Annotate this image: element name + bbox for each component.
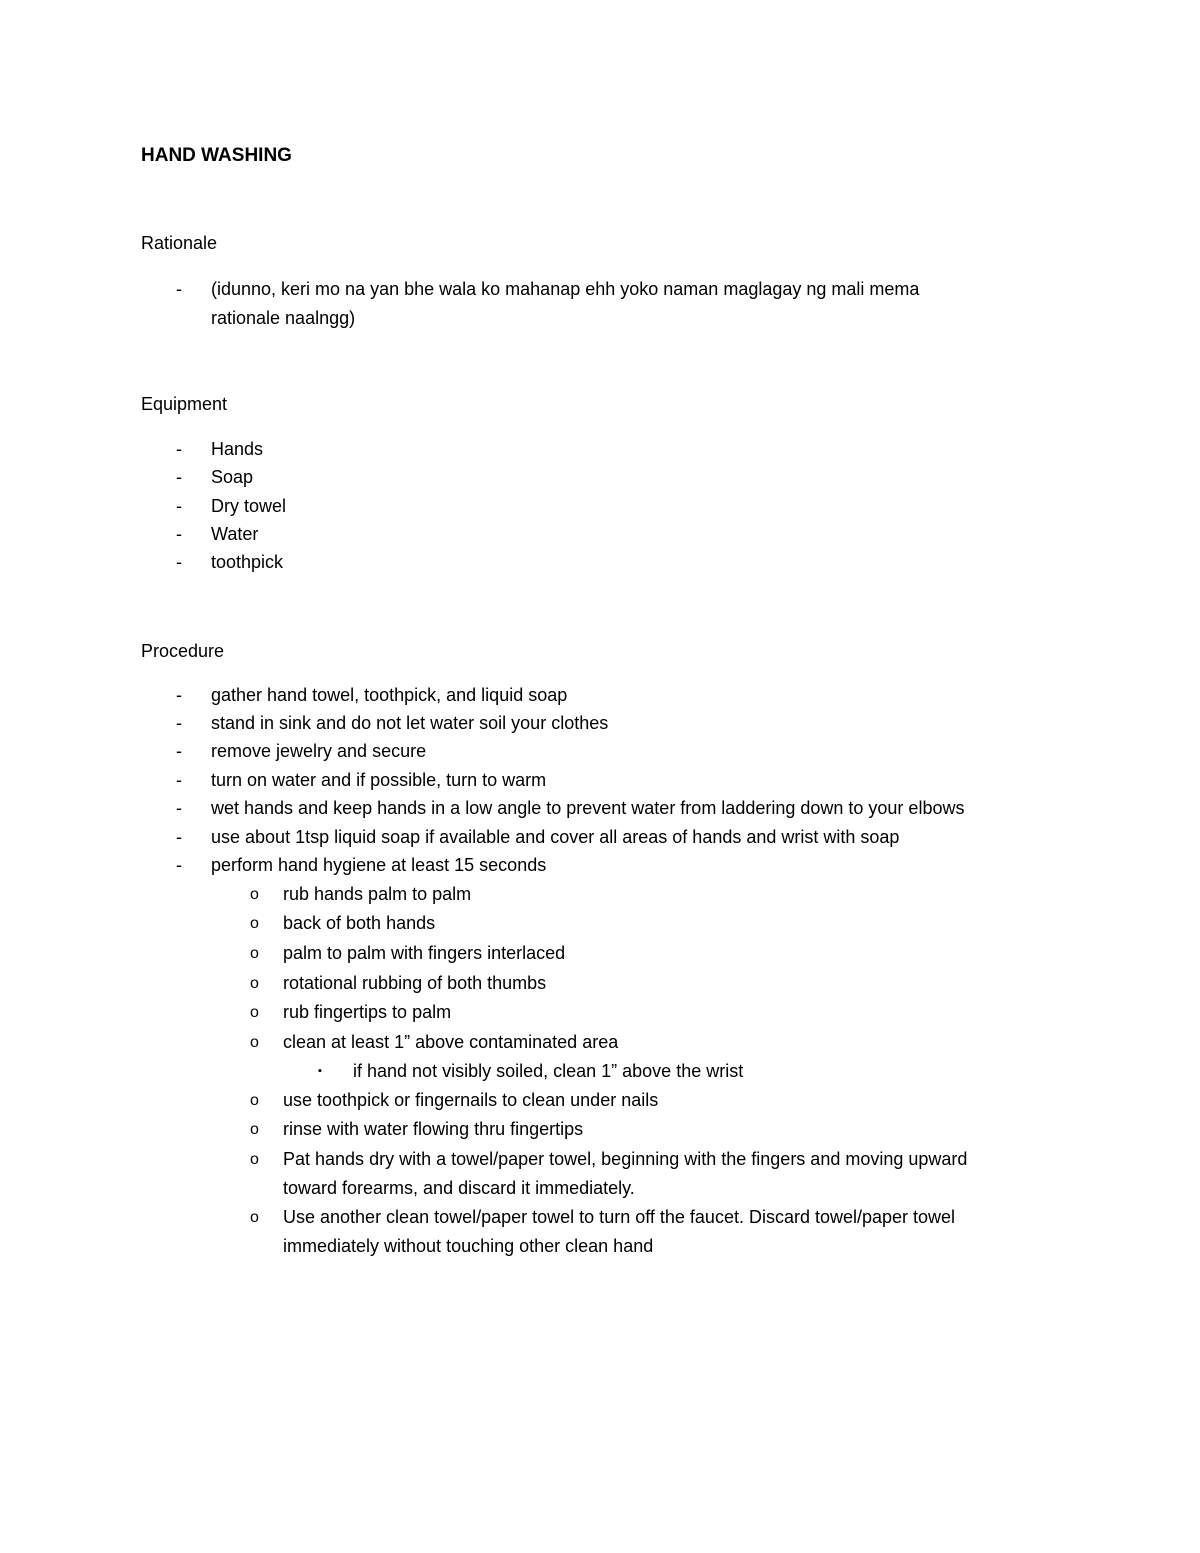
procedure-item: gather hand towel, toothpick, and liquid soap	[211, 685, 568, 705]
dash-bullet: -	[176, 496, 182, 516]
circle-bullet: o	[250, 1209, 259, 1226]
procedure-substep: Pat hands dry with a towel/paper towel, beginning with the fingers and moving upward	[283, 1149, 968, 1169]
procedure-substep: immediately without touching other clean hand	[283, 1236, 654, 1256]
equipment-item: Hands	[211, 439, 264, 459]
procedure-item: use about 1tsp liquid soap if available and cover all areas of hands and wrist with soap	[211, 827, 900, 847]
equipment-item: Dry towel	[211, 496, 287, 516]
dash-bullet: -	[176, 713, 182, 733]
procedure-substep: rinse with water flowing thru fingertips	[283, 1119, 584, 1139]
circle-bullet: o	[250, 975, 259, 992]
equipment-item: Soap	[211, 467, 254, 487]
procedure-substep: rotational rubbing of both thumbs	[283, 973, 547, 993]
circle-bullet: o	[250, 1034, 259, 1051]
dash-bullet: -	[176, 855, 182, 875]
equipment-heading: Equipment	[141, 394, 228, 414]
circle-bullet: o	[250, 1092, 259, 1109]
procedure-item: turn on water and if possible, turn to warm	[211, 770, 547, 790]
equipment-item: toothpick	[211, 552, 284, 572]
circle-bullet: o	[250, 1121, 259, 1138]
circle-bullet: o	[250, 886, 259, 903]
rationale-item-line: rationale naalngg)	[211, 308, 356, 328]
dash-bullet: -	[176, 685, 182, 705]
dash-bullet: -	[176, 439, 182, 459]
circle-bullet: o	[250, 1151, 259, 1168]
procedure-substep: toward forearms, and discard it immediately.	[283, 1178, 635, 1198]
circle-bullet: o	[250, 1004, 259, 1021]
procedure-substep: palm to palm with fingers interlaced	[283, 943, 566, 963]
procedure-subsubstep: if hand not visibly soiled, clean 1” above the wrist	[353, 1061, 744, 1081]
procedure-heading: Procedure	[141, 641, 225, 661]
procedure-substep: rub fingertips to palm	[283, 1002, 452, 1022]
procedure-item: remove jewelry and secure	[211, 741, 427, 761]
procedure-substep: rub hands palm to palm	[283, 884, 472, 904]
square-bullet: ▪	[318, 1065, 322, 1077]
rationale-heading: Rationale	[141, 233, 218, 253]
rationale-item-line: (idunno, keri mo na yan bhe wala ko mahanap ehh yoko naman maglagay ng mali mema	[211, 279, 920, 299]
procedure-substep: Use another clean towel/paper towel to turn off the faucet. Discard towel/paper towel	[283, 1207, 956, 1227]
procedure-substep: clean at least 1” above contaminated area	[283, 1032, 619, 1052]
procedure-item: stand in sink and do not let water soil your clothes	[211, 713, 609, 733]
document-title: HAND WASHING	[141, 145, 292, 166]
procedure-item: perform hand hygiene at least 15 seconds	[211, 855, 547, 875]
procedure-substep: use toothpick or fingernails to clean under nails	[283, 1090, 659, 1110]
dash-bullet: -	[176, 552, 182, 572]
procedure-substep: back of both hands	[283, 913, 436, 933]
procedure-item: wet hands and keep hands in a low angle to prevent water from laddering down to your elbows	[211, 798, 965, 818]
equipment-item: Water	[211, 524, 259, 544]
dash-bullet: -	[176, 827, 182, 847]
dash-bullet: -	[176, 741, 182, 761]
dash-bullet: -	[176, 770, 182, 790]
dash-bullet: -	[176, 524, 182, 544]
dash-bullet: -	[176, 467, 182, 487]
circle-bullet: o	[250, 915, 259, 932]
circle-bullet: o	[250, 945, 259, 962]
dash-bullet: -	[176, 798, 182, 818]
dash-bullet: -	[176, 279, 182, 299]
